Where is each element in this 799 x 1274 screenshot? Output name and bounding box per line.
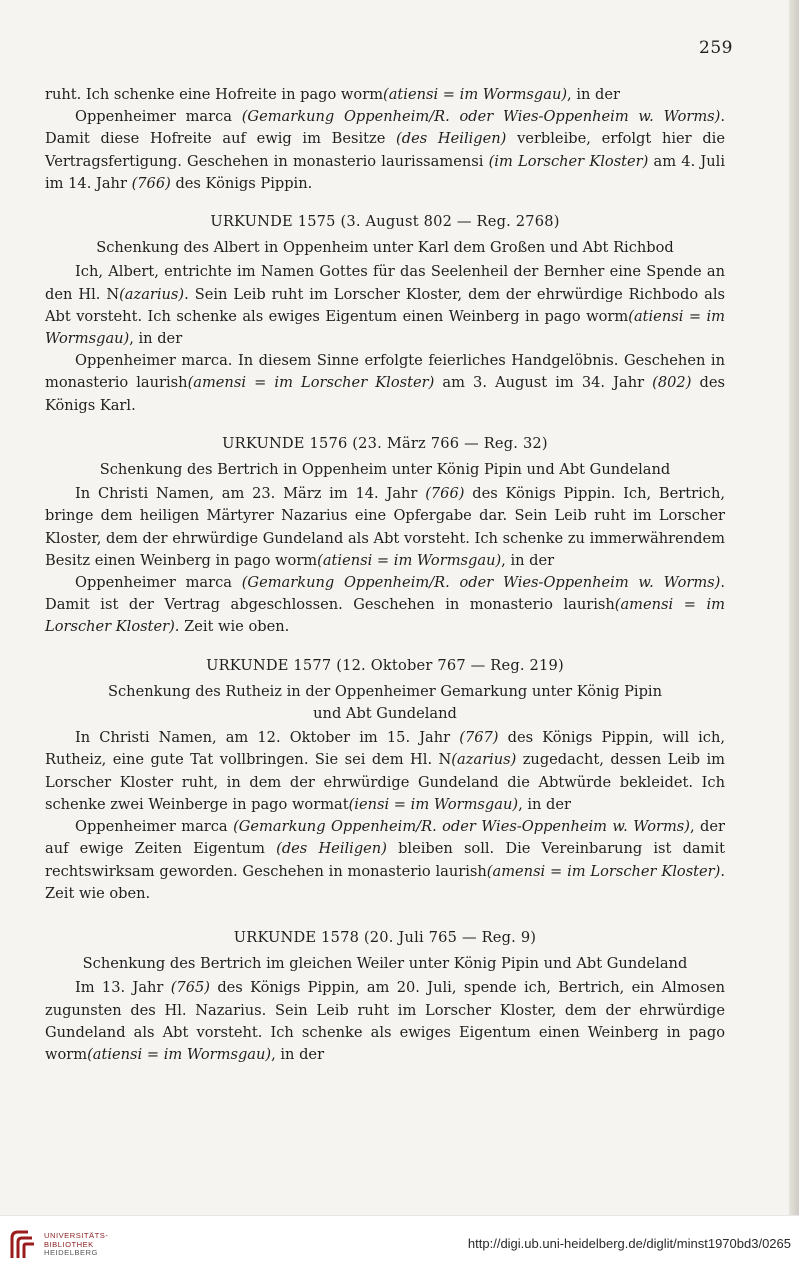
library-logo[interactable] (8, 1228, 108, 1262)
page-content (45, 84, 725, 1066)
urkunde-title-continued: und Abt Gundeland (313, 705, 457, 723)
urkunde-heading: URKUNDE 1577 (12. Oktober 767 — Reg. 219) (206, 656, 564, 674)
library-logo-text (44, 1232, 108, 1258)
permalink-url[interactable]: http://digi.ub.uni-heidelberg.de/diglit/minst1970bd3/0265 (467, 1236, 791, 1251)
paragraph: In Christi Namen, am 23. März im 14. Jahr (766) des Königs Pippin. Ich, Bertrich, bringe dem heiligen Märtyrer Nazarius eine Opfergabe dar. Sein Leib ruht im Lorscher Kloster, dem der ehrwürdige Gundeland als Abt vorsteht. Ich schenke zu immerwährendem Besitz einen Weinberg in pago worm(atiensi = im Wormsgau), in der (45, 485, 725, 569)
paragraph: Oppenheimer marca (Gemarkung Oppenheim/R. oder Wies-Oppenheim w. Worms). Damit diese Hofreite auf ewig im Besitze (des Heiligen) verbleibe, erfolgt hier die Vertragsfertigung. Geschehen in monasterio laurissamensi (im Lorscher Kloster) am 4. Juli im 14. Jahr (766) des Königs Pippin. (45, 108, 726, 192)
paragraph: Oppenheimer marca (Gemarkung Oppenheim/R. oder Wies-Oppenheim w. Worms), der auf ewige Zeiten Eigentum (des Heiligen) bleiben soll. Die Vereinbarung ist damit rechtswirksam geworden. Geschehen in monasterio laurish(amensi = im Lorscher Kloster). Zeit wie oben. (45, 818, 726, 902)
logo-line-2: BIBLIOTHEK (44, 1239, 94, 1249)
urkunde-heading: URKUNDE 1576 (23. März 766 — Reg. 32) (222, 434, 548, 452)
paragraph: In Christi Namen, am 12. Oktober im 15. Jahr (767) des Königs Pippin, will ich, Rutheiz, eine gute Tat vollbringen. Sie sei dem Hl. N(azarius) zugedacht, dessen Leib im Lorscher Kloster ruht, in dem der ehrwürdige Gundeland die Abtwürde bekleidet. Ich schenke zwei Weinberge in pago wormat(iensi = im Wormsgau), in der (45, 729, 726, 813)
paragraph: ruht. Ich schenke eine Hofreite in pago worm(atiensi = im Wormsgau), in der (45, 86, 620, 103)
paragraph: Oppenheimer marca. In diesem Sinne erfolgte feierliches Handgelöbnis. Geschehen in monasterio laurish(amensi = im Lorscher Kloster) am 3. August im 34. Jahr (802) des Königs Karl. (45, 352, 725, 414)
page-edge (789, 0, 799, 1215)
library-logo-icon (8, 1228, 38, 1262)
logo-line-3: HEIDELBERG (44, 1248, 98, 1258)
logo-line-1: UNIVERSITÄTS- (44, 1231, 109, 1241)
urkunde-title: Schenkung des Rutheiz in der Oppenheimer Gemarkung unter König Pipin (108, 682, 662, 700)
urkunde-heading: URKUNDE 1575 (3. August 802 — Reg. 2768) (210, 213, 560, 231)
viewer-footer (0, 1215, 799, 1274)
urkunde-title: Schenkung des Bertrich in Oppenheim unter König Pipin und Abt Gundeland (99, 461, 671, 479)
urkunde-heading: URKUNDE 1578 (20. Juli 765 — Reg. 9) (233, 928, 537, 946)
urkunde-title: Schenkung des Bertrich im gleichen Weiler unter König Pipin und Abt Gundeland (82, 955, 688, 973)
urkunde-title: Schenkung des Albert in Oppenheim unter Karl dem Großen und Abt Richbod (96, 239, 674, 257)
paragraph: Im 13. Jahr (765) des Königs Pippin, am 20. Juli, spende ich, Bertrich, ein Almosen zugunsten des Hl. Nazarius. Sein Leib ruht im Lorscher Kloster, dem der ehrwürdige Gundeland als Abt vorsteht. Ich schenke als ewiges Eigentum einen Weinberg in pago worm(atiensi = im Wormsgau), in der (45, 979, 725, 1063)
paragraph: Ich, Albert, entrichte im Namen Gottes für das Seelenheil der Bernher eine Spende an den Hl. N(azarius). Sein Leib ruht im Lorscher Kloster, dem der ehrwürdige Richbodo als Abt vorsteht. Ich schenke als ewiges Eigentum einen Weinberg in pago worm(atiensi = im Wormsgau), in der (45, 263, 725, 348)
paragraph: Oppenheimer marca (Gemarkung Oppenheim/R. oder Wies-Oppenheim w. Worms). Damit ist der Vertrag abgeschlossen. Geschehen in monasterio laurish(amensi = im Lorscher Kloster). Zeit wie oben. (45, 574, 725, 636)
page-number: 259 (699, 38, 733, 58)
